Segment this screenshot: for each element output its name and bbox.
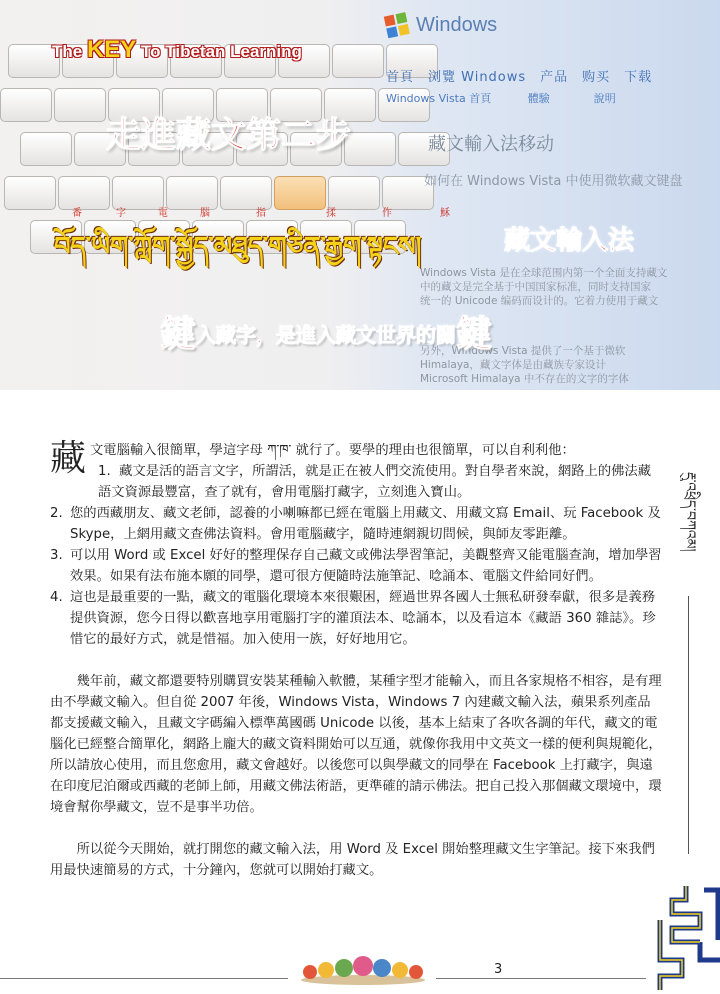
- keyboard-key: [54, 88, 106, 122]
- keyboard-image: [0, 44, 430, 344]
- keyboard-key: [0, 88, 52, 122]
- tagline: 鍵入藏字，是進入藏文世界的關鍵: [160, 314, 493, 355]
- svg-text:རྡུ་འཕྲིད་བཀའམ།: རྡུ་འཕྲིད་བཀའམ།: [682, 472, 698, 552]
- windows-nav: 首頁 浏覽 Windows 产品 购买 下载: [386, 70, 653, 85]
- keyboard-key: [344, 132, 396, 166]
- windows-faint-text-2: 另外，Windows Vista 提供了一个基于微软 Himalaya，藏文字体是由藏族专家设计 Microsoft Himalaya 中不存在的文字的字体: [420, 345, 629, 385]
- list-item: 2. 您的西藏朋友、藏文老師，認養的小喇嘛都已經在電腦上用藏文、用藏文寫 Email、玩 Facebook 及 Skype，上網用藏文查佛法資料。會用電腦藏字，隨時連網親切問候，與師友零距離。: [50, 506, 661, 542]
- offerings-ornament: [296, 952, 430, 986]
- windows-subheading: 如何在 Windows Vista 中使用微软藏文键盘: [424, 174, 683, 189]
- keyboard-key: [4, 176, 56, 210]
- rubric-char: 腦: [200, 208, 210, 219]
- rubric-char: 揉: [326, 208, 336, 219]
- keyboard-key: [274, 176, 326, 210]
- intro-text: 文電腦輸入很簡單，學這字母 ཀ་ཁ་ 就行了。要學的理由也很簡單，可以自利利他：: [90, 443, 575, 458]
- list-item: 3. 可以用 Word 或 Excel 好好的整理保存自己藏文或佛法學習筆記，美觀整齊又能電腦查詢，增加學習效果。如果有法布施本願的同學，還可很方便隨時法施筆記、唸誦本、電腦文件給同好們。: [50, 548, 662, 584]
- drop-cap: 藏: [50, 438, 87, 479]
- keyboard-key: [20, 132, 72, 166]
- page-title: 走進藏文第二步: [106, 116, 352, 156]
- page-number: 3: [494, 962, 503, 977]
- footer-rule-left: [0, 978, 288, 979]
- rubric-char: 字: [116, 208, 126, 219]
- rubric-char: 穌: [440, 208, 450, 219]
- header-banner: [0, 0, 720, 390]
- paragraph-1: 幾年前，藏文都還要特別購買安裝某種輸入軟體，某種字型才能輸入，而且各家規格不相容，是有理由不學藏文輸入。但自從 2007 年後，Windows Vista，Windows 7 內建藏文輸入法，蘋果系列產品都支援藏文輸入，且藏文字碼編入標準萬國碼 Unicode 以後，基本上結束了各吹各調的年代，藏文的電腦化已經整合簡單化，網路上龐大的藏文資料開始可以互通，就像你我用中文英文一樣的便利與規範化，所以請放心使用，而且您愈用，藏文會越好。以後您可以與學藏文的同學在 Facebook 上打藏字，與遠在印度尼泊爾或西藏的老師上師，用藏文佛法術語，更準確的請示佛法。把自己投入那個藏文環境中，環境會幫你學藏文，豈不是事半功倍。: [50, 674, 662, 815]
- windows-faint-text-1: Windows Vista 是在全球范围内第一个全面支持藏文 中的藏文是完全基于中国国家标准，同时支持国家 统一的 Unicode 编码而设计的。它着力使用于藏文: [420, 267, 668, 307]
- windows-subnav: Windows Vista 首頁 體驗 說明: [386, 92, 616, 105]
- paragraph-2: 所以從今天開始，就打開您的藏文輸入法，用 Word 及 Excel 開始整理藏文生字筆記。接下來我們用最快速簡易的方式，十分鐘內，您就可以開始打藏文。: [50, 842, 655, 878]
- keyboard-key: [58, 176, 110, 210]
- list-item: 1. 藏文是活的語言文字，所謂活，就是正在被人們交流使用。對自學者來說，網路上的佛法藏語文資源最豐富，查了就有，會用電腦打藏字，立刻進入寶山。: [98, 464, 652, 500]
- kicker-key-word: KEY: [86, 36, 137, 63]
- endless-knot-ornament: [652, 880, 720, 990]
- ime-title: 藏文輸入法: [504, 226, 635, 256]
- footer-rule-right: [436, 978, 646, 979]
- list-item: 4. 這也是最重要的一點，藏文的電腦化環境本來很艱困，經過世界各國人士無私研發奉獻，很多是義務提供資源，您今日得以歡喜地享用電腦打字的灌頂法本、唸誦本，以及看這本《藏語 360 雜誌》。珍惜它的最好方式，就是惜福。加入使用一族，好好地用它。: [50, 590, 656, 647]
- sidebar-tibetan-label: [680, 470, 706, 590]
- windows-logo-icon: [384, 12, 412, 40]
- keyboard-key: [332, 44, 384, 78]
- windows-brand: Windows: [416, 14, 498, 36]
- sidebar-rule: [688, 596, 689, 854]
- rubric-char: 作: [382, 208, 392, 219]
- rubric-char: 電: [158, 208, 168, 219]
- rubric-char: 番: [72, 208, 82, 219]
- magazine-kicker: The KEY To Tibetan Learning: [52, 36, 302, 63]
- article-body: [50, 440, 662, 881]
- windows-heading: 藏文輸入法移动: [428, 134, 554, 155]
- tibetan-title: བོད་ཡིག་ཀློག་སྐྱོད་མཐུད་གཅིན་རྒྱག་སྟངས།: [54, 232, 422, 262]
- keyboard-key: [166, 176, 218, 210]
- rubric-char: 指: [256, 208, 266, 219]
